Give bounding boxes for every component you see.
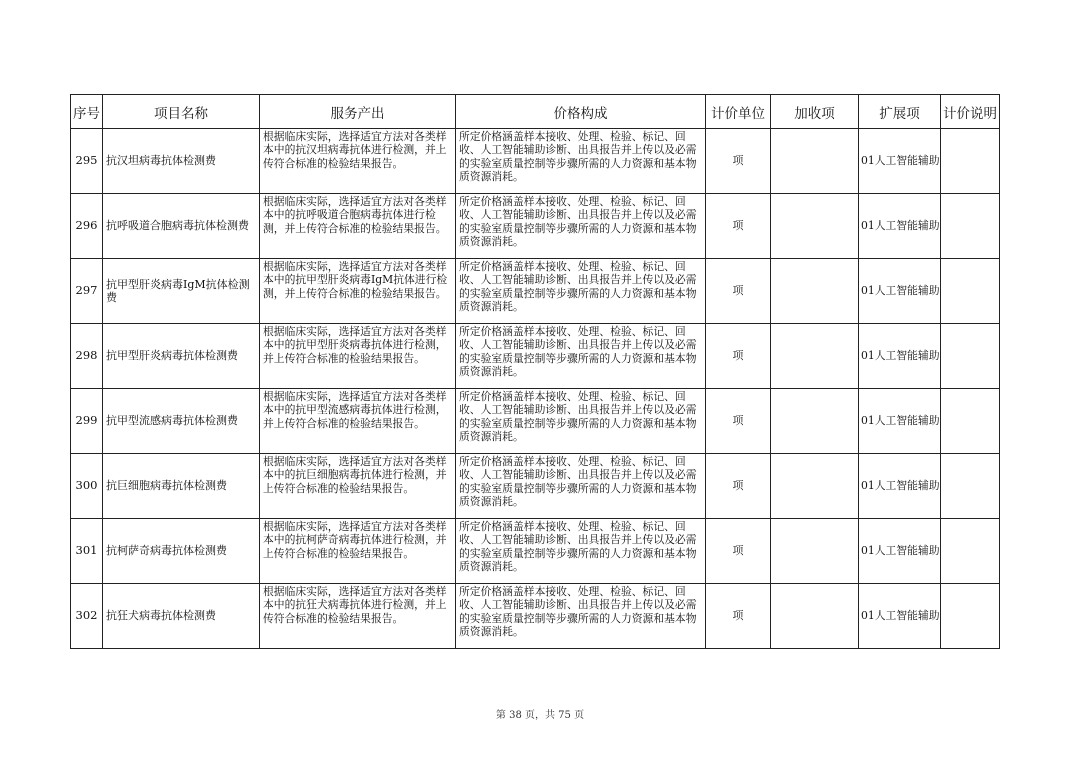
cell-seq bbox=[71, 519, 103, 584]
cell-extension bbox=[859, 259, 941, 324]
price-table bbox=[70, 94, 1000, 649]
cell-note bbox=[941, 389, 1000, 454]
cell-seq-text: 296 bbox=[75, 219, 98, 233]
header-cell-unit: 计价单位 bbox=[706, 95, 771, 129]
cell-unit-text: 项 bbox=[732, 609, 744, 623]
cell-name bbox=[103, 259, 260, 324]
cell-name bbox=[103, 194, 260, 259]
cell-name-text: 抗甲型肝炎病毒抗体检测费 bbox=[106, 349, 238, 363]
cell-service-text: 根据临床实际，选择适宜方法对各类样本中的抗呼吸道合胞病毒抗体进行检测，并上传符合标准的检验结果报告。 bbox=[263, 195, 447, 235]
cell-name bbox=[103, 454, 260, 519]
cell-seq bbox=[71, 454, 103, 519]
cell-note bbox=[941, 454, 1000, 519]
cell-note bbox=[941, 519, 1000, 584]
cell-seq bbox=[71, 259, 103, 324]
cell-extension bbox=[859, 194, 941, 259]
cell-surcharge bbox=[771, 584, 859, 649]
table-row bbox=[71, 129, 1000, 194]
cell-price bbox=[456, 194, 706, 259]
cell-service-text: 根据临床实际，选择适宜方法对各类样本中的抗巨细胞病毒抗体进行检测，并上传符合标准的检验结果报告。 bbox=[263, 455, 447, 495]
table-row bbox=[71, 259, 1000, 324]
cell-extension bbox=[859, 519, 941, 584]
cell-name-text: 抗狂犬病毒抗体检测费 bbox=[106, 609, 216, 623]
cell-note bbox=[941, 324, 1000, 389]
cell-extension bbox=[859, 324, 941, 389]
cell-name-text: 抗呼吸道合胞病毒抗体检测费 bbox=[106, 219, 249, 233]
header-cell-name: 项目名称 bbox=[103, 95, 260, 129]
cell-name-text: 抗柯萨奇病毒抗体检测费 bbox=[106, 544, 227, 558]
table-row bbox=[71, 454, 1000, 519]
cell-extension-text: 01人工智能辅助 bbox=[861, 414, 940, 428]
cell-seq-text: 300 bbox=[75, 479, 98, 493]
cell-service bbox=[260, 519, 456, 584]
cell-note bbox=[941, 194, 1000, 259]
cell-surcharge bbox=[771, 324, 859, 389]
cell-service-text: 根据临床实际，选择适宜方法对各类样本中的抗甲型肝炎病毒抗体进行检测，并上传符合标准的检验结果报告。 bbox=[263, 325, 447, 365]
cell-service-text: 根据临床实际，选择适宜方法对各类样本中的抗甲型流感病毒抗体进行检测，并上传符合标准的检验结果报告。 bbox=[263, 390, 447, 430]
header-cell-service: 服务产出 bbox=[260, 95, 456, 129]
header-cell-surcharge: 加收项 bbox=[771, 95, 859, 129]
cell-name bbox=[103, 519, 260, 584]
cell-name bbox=[103, 389, 260, 454]
cell-unit-text: 项 bbox=[732, 284, 744, 298]
cell-seq-text: 297 bbox=[75, 284, 98, 298]
cell-extension bbox=[859, 129, 941, 194]
cell-service bbox=[260, 454, 456, 519]
cell-extension-text: 01人工智能辅助 bbox=[861, 349, 940, 363]
cell-price-text: 所定价格涵盖样本接收、处理、检验、标记、回收、人工智能辅助诊断、出具报告并上传以及必需的实验室质量控制等步骤所需的人力资源和基本物质资源消耗。 bbox=[459, 455, 697, 509]
cell-unit bbox=[706, 519, 771, 584]
cell-extension-text: 01人工智能辅助 bbox=[861, 609, 940, 623]
cell-price bbox=[456, 454, 706, 519]
cell-service bbox=[260, 324, 456, 389]
cell-price-text: 所定价格涵盖样本接收、处理、检验、标记、回收、人工智能辅助诊断、出具报告并上传以及必需的实验室质量控制等步骤所需的人力资源和基本物质资源消耗。 bbox=[459, 130, 697, 184]
cell-note bbox=[941, 584, 1000, 649]
cell-name-text: 抗甲型流感病毒抗体检测费 bbox=[106, 414, 238, 428]
cell-service bbox=[260, 194, 456, 259]
cell-price-text: 所定价格涵盖样本接收、处理、检验、标记、回收、人工智能辅助诊断、出具报告并上传以及必需的实验室质量控制等步骤所需的人力资源和基本物质资源消耗。 bbox=[459, 195, 697, 249]
cell-unit-text: 项 bbox=[732, 414, 744, 428]
cell-price-text: 所定价格涵盖样本接收、处理、检验、标记、回收、人工智能辅助诊断、出具报告并上传以及必需的实验室质量控制等步骤所需的人力资源和基本物质资源消耗。 bbox=[459, 260, 697, 314]
cell-unit bbox=[706, 259, 771, 324]
cell-seq bbox=[71, 324, 103, 389]
cell-price bbox=[456, 584, 706, 649]
cell-unit-text: 项 bbox=[732, 349, 744, 363]
cell-service bbox=[260, 129, 456, 194]
cell-service bbox=[260, 584, 456, 649]
cell-extension bbox=[859, 454, 941, 519]
cell-seq bbox=[71, 389, 103, 454]
cell-unit-text: 项 bbox=[732, 544, 744, 558]
cell-unit bbox=[706, 389, 771, 454]
cell-service-text: 根据临床实际，选择适宜方法对各类样本中的抗狂犬病毒抗体进行检测，并上传符合标准的检验结果报告。 bbox=[263, 585, 447, 625]
header-cell-seq: 序号 bbox=[71, 95, 103, 129]
cell-note bbox=[941, 259, 1000, 324]
cell-surcharge bbox=[771, 454, 859, 519]
cell-extension bbox=[859, 389, 941, 454]
cell-price-text: 所定价格涵盖样本接收、处理、检验、标记、回收、人工智能辅助诊断、出具报告并上传以及必需的实验室质量控制等步骤所需的人力资源和基本物质资源消耗。 bbox=[459, 325, 697, 379]
cell-seq-text: 302 bbox=[75, 609, 98, 623]
cell-extension-text: 01人工智能辅助 bbox=[861, 479, 940, 493]
table-row bbox=[71, 194, 1000, 259]
cell-price-text: 所定价格涵盖样本接收、处理、检验、标记、回收、人工智能辅助诊断、出具报告并上传以及必需的实验室质量控制等步骤所需的人力资源和基本物质资源消耗。 bbox=[459, 520, 697, 574]
cell-extension-text: 01人工智能辅助 bbox=[861, 544, 940, 558]
cell-service bbox=[260, 259, 456, 324]
cell-surcharge bbox=[771, 519, 859, 584]
table-body bbox=[71, 129, 1000, 649]
cell-seq-text: 301 bbox=[75, 544, 98, 558]
cell-seq-text: 298 bbox=[75, 349, 98, 363]
cell-extension-text: 01人工智能辅助 bbox=[861, 284, 940, 298]
cell-price bbox=[456, 129, 706, 194]
cell-seq-text: 299 bbox=[75, 414, 98, 428]
table-row bbox=[71, 389, 1000, 454]
cell-service bbox=[260, 389, 456, 454]
cell-unit bbox=[706, 324, 771, 389]
cell-price bbox=[456, 259, 706, 324]
header-cell-price: 价格构成 bbox=[456, 95, 706, 129]
cell-surcharge bbox=[771, 389, 859, 454]
cell-name-text: 抗汉坦病毒抗体检测费 bbox=[106, 154, 216, 168]
cell-unit bbox=[706, 584, 771, 649]
table-row bbox=[71, 584, 1000, 649]
cell-name-text: 抗甲型肝炎病毒IgM抗体检测费 bbox=[106, 277, 250, 304]
cell-name bbox=[103, 129, 260, 194]
cell-seq-text: 295 bbox=[75, 154, 98, 168]
table-row bbox=[71, 519, 1000, 584]
cell-surcharge bbox=[771, 129, 859, 194]
cell-seq bbox=[71, 584, 103, 649]
cell-extension bbox=[859, 584, 941, 649]
page-number: 第 38 页，共 75 页 bbox=[495, 710, 585, 721]
cell-service-text: 根据临床实际，选择适宜方法对各类样本中的抗汉坦病毒抗体进行检测，并上传符合标准的检验结果报告。 bbox=[263, 130, 447, 170]
cell-note bbox=[941, 129, 1000, 194]
cell-price bbox=[456, 389, 706, 454]
cell-name bbox=[103, 584, 260, 649]
cell-unit bbox=[706, 454, 771, 519]
cell-seq bbox=[71, 194, 103, 259]
cell-unit-text: 项 bbox=[732, 154, 744, 168]
cell-seq bbox=[71, 129, 103, 194]
cell-extension-text: 01人工智能辅助 bbox=[861, 154, 940, 168]
header-cell-extension: 扩展项 bbox=[859, 95, 941, 129]
cell-service-text: 根据临床实际，选择适宜方法对各类样本中的抗柯萨奇病毒抗体进行检测，并上传符合标准的检验结果报告。 bbox=[263, 520, 447, 560]
cell-unit bbox=[706, 129, 771, 194]
cell-price-text: 所定价格涵盖样本接收、处理、检验、标记、回收、人工智能辅助诊断、出具报告并上传以及必需的实验室质量控制等步骤所需的人力资源和基本物质资源消耗。 bbox=[459, 390, 697, 444]
cell-extension-text: 01人工智能辅助 bbox=[861, 219, 940, 233]
table-row bbox=[71, 324, 1000, 389]
cell-surcharge bbox=[771, 194, 859, 259]
cell-service-text: 根据临床实际，选择适宜方法对各类样本中的抗甲型肝炎病毒IgM抗体进行检测，并上传符合标准的检验结果报告。 bbox=[263, 260, 448, 300]
cell-price bbox=[456, 519, 706, 584]
cell-price-text: 所定价格涵盖样本接收、处理、检验、标记、回收、人工智能辅助诊断、出具报告并上传以及必需的实验室质量控制等步骤所需的人力资源和基本物质资源消耗。 bbox=[459, 585, 697, 639]
header-row bbox=[71, 95, 1000, 129]
cell-name-text: 抗巨细胞病毒抗体检测费 bbox=[106, 479, 227, 493]
header-cell-note: 计价说明 bbox=[941, 95, 1000, 129]
cell-price bbox=[456, 324, 706, 389]
cell-name bbox=[103, 324, 260, 389]
cell-unit-text: 项 bbox=[732, 479, 744, 493]
cell-unit bbox=[706, 194, 771, 259]
cell-unit-text: 项 bbox=[732, 219, 744, 233]
cell-surcharge bbox=[771, 259, 859, 324]
